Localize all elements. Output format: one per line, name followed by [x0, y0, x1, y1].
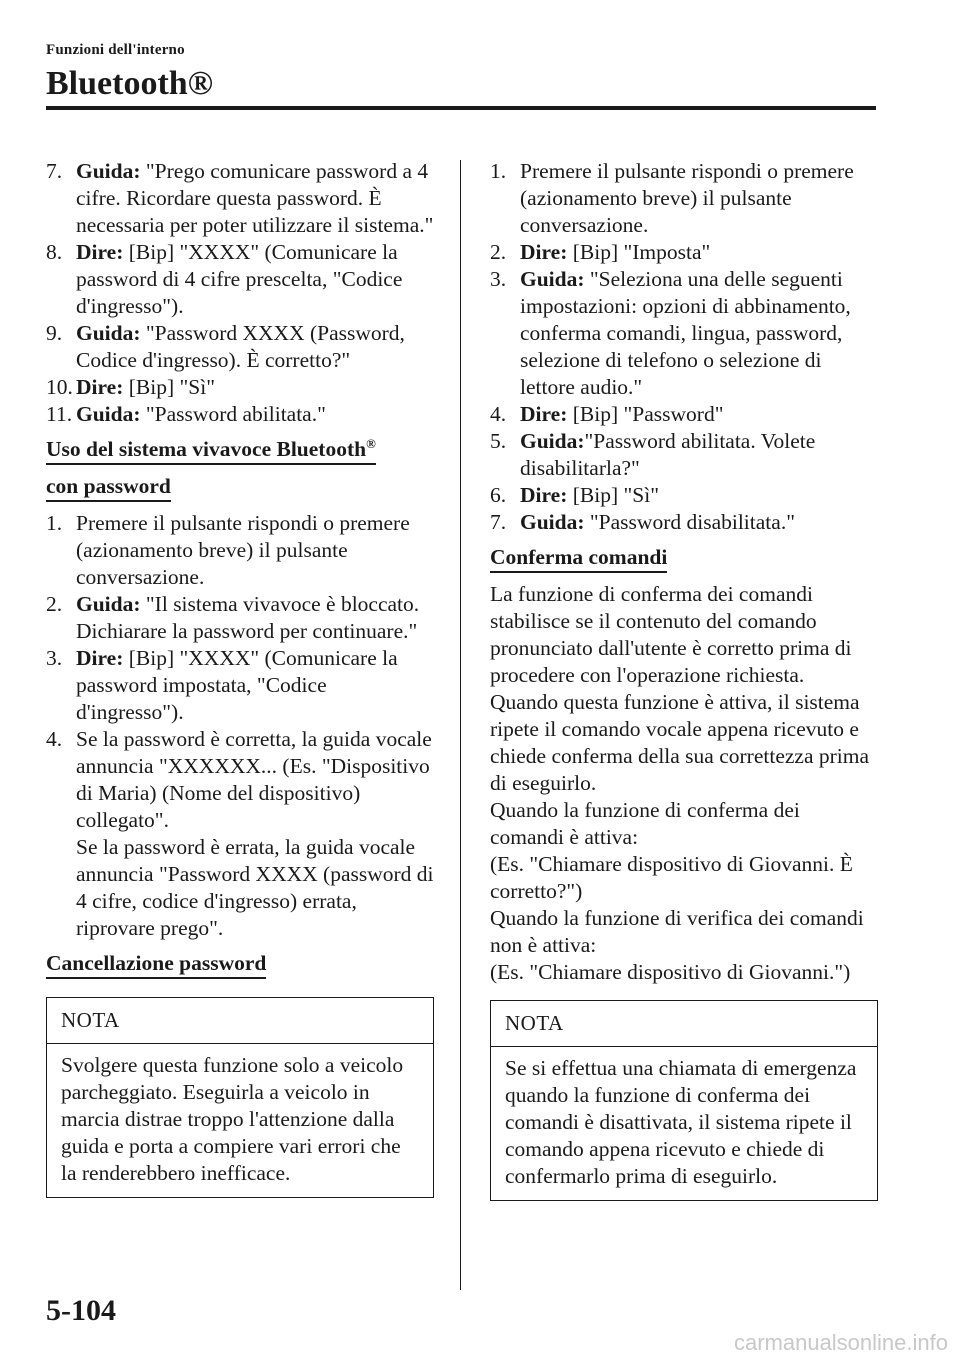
paragraph: (Es. "Chiamare dispositivo di Giovanni. È corretto?"): [490, 852, 853, 903]
list-item: 10. Dire: [Bip] "Sì": [46, 375, 215, 399]
steps-list-b: [46, 510, 434, 942]
body-text: [490, 581, 878, 986]
steps-list-a: [46, 158, 434, 428]
list-item: 7. Guida: "Password disabilitata.": [490, 510, 795, 534]
paragraph: (Es. "Chiamare dispositivo di Giovanni."): [490, 960, 851, 984]
paragraph: La funzione di conferma dei comandi stabilisce se il contenuto del comando pronunciato dall'utente è corretto prima di procedere con l'operazione richiesta.: [490, 582, 852, 687]
list-item: 2. Guida: "Il sistema vivavoce è bloccato. Dichiarare la password per continuare.": [46, 592, 420, 643]
list-item: 4. Dire: [Bip] "Password": [490, 402, 724, 426]
page-number: 5-104: [46, 1294, 116, 1327]
section-heading-command-confirm: Conferma comandi: [490, 544, 667, 573]
list-item: 1. Premere il pulsante rispondi o premere (azionamento breve) il pulsante conversazione.: [490, 159, 854, 237]
section-heading-password-delete: Cancellazione password: [46, 950, 266, 979]
note-text: Svolgere questa funzione solo a veicolo parcheggiato. Eseguirla a veicolo in marcia distrae troppo l'attenzione dalla guida e porta a compiere vari errori che la renderebbero inefficace.: [61, 1053, 404, 1185]
title-rule: [46, 106, 876, 110]
note-box-left: [46, 997, 434, 1198]
page-header: [46, 42, 876, 103]
page-title: Bluetooth®: [46, 65, 214, 102]
note-title: NOTA: [47, 998, 433, 1044]
list-item: 8. Dire: [Bip] "XXXX" (Comunicare la password di 4 cifre prescelta, "Codice d'ingresso").: [46, 240, 403, 318]
list-item: 6. Dire: [Bip] "Sì": [490, 483, 659, 507]
list-item: 11. Guida: "Password abilitata.": [46, 402, 326, 426]
section-label: Funzioni dell'interno: [46, 42, 185, 58]
list-item: 3. Guida: "Seleziona una delle seguenti impostazioni: opzioni di abbinamento, conferma comandi, lingua, password, selezione di telefono o selezione di lettore audio.": [490, 267, 851, 399]
paragraph: Quando questa funzione è attiva, il sistema ripete il comando vocale appena ricevuto e chiede conferma della sua correttezza prima di eseguirlo.: [490, 690, 870, 795]
paragraph: Quando la funzione di conferma dei comandi è attiva:: [490, 798, 800, 849]
list-item: 9. Guida: "Password XXXX (Password, Codice d'ingresso). È corretto?": [46, 321, 405, 372]
list-item: 5. Guida:"Password abilitata. Volete disabilitarla?": [490, 429, 816, 480]
left-column: [46, 158, 434, 1198]
step-4-extra: Se la password è errata, la guida vocale annuncia "Password XXXX (password di 4 cifre, codice d'ingresso) errata, riprovare prego".: [76, 835, 434, 940]
section-heading-password-use: Uso del sistema vivavoce Bluetooth®: [46, 436, 376, 465]
note-text: Se si effettua una chiamata di emergenza quando la funzione di conferma dei comandi è disattivata, il sistema ripete il comando appena ricevuto e chiede di confermarlo prima di eseguirlo.: [505, 1056, 857, 1188]
note-box-right: [490, 1000, 878, 1201]
list-item: 2. Dire: [Bip] "Imposta": [490, 240, 711, 264]
list-item: 1. Premere il pulsante rispondi o premere (azionamento breve) il pulsante conversazione.: [46, 511, 410, 589]
watermark: carmanualsonline.info: [733, 1330, 948, 1355]
note-title: NOTA: [491, 1001, 877, 1047]
column-divider: [460, 160, 461, 1290]
steps-list-right: [490, 158, 878, 536]
paragraph: Quando la funzione di verifica dei comandi non è attiva:: [490, 906, 864, 957]
list-item: 4. Se la password è corretta, la guida vocale annuncia "XXXXXX... (Es. "Dispositivo di Maria) (Nome del dispositivo) collegato". Se la password è errata, la guida vocale annuncia "Password XXXX (password di 4 cifre, codice d'ingresso) errata, riprovare prego".: [46, 727, 434, 940]
section-heading-password-use-line2: con password: [46, 473, 171, 502]
right-column: [490, 158, 878, 1201]
list-item: 7. Guida: "Prego comunicare password a 4 cifre. Ricordare questa password. È necessaria per poter utilizzare il sistema.": [46, 159, 434, 237]
list-item: 3. Dire: [Bip] "XXXX" (Comunicare la password impostata, "Codice d'ingresso").: [46, 646, 398, 724]
